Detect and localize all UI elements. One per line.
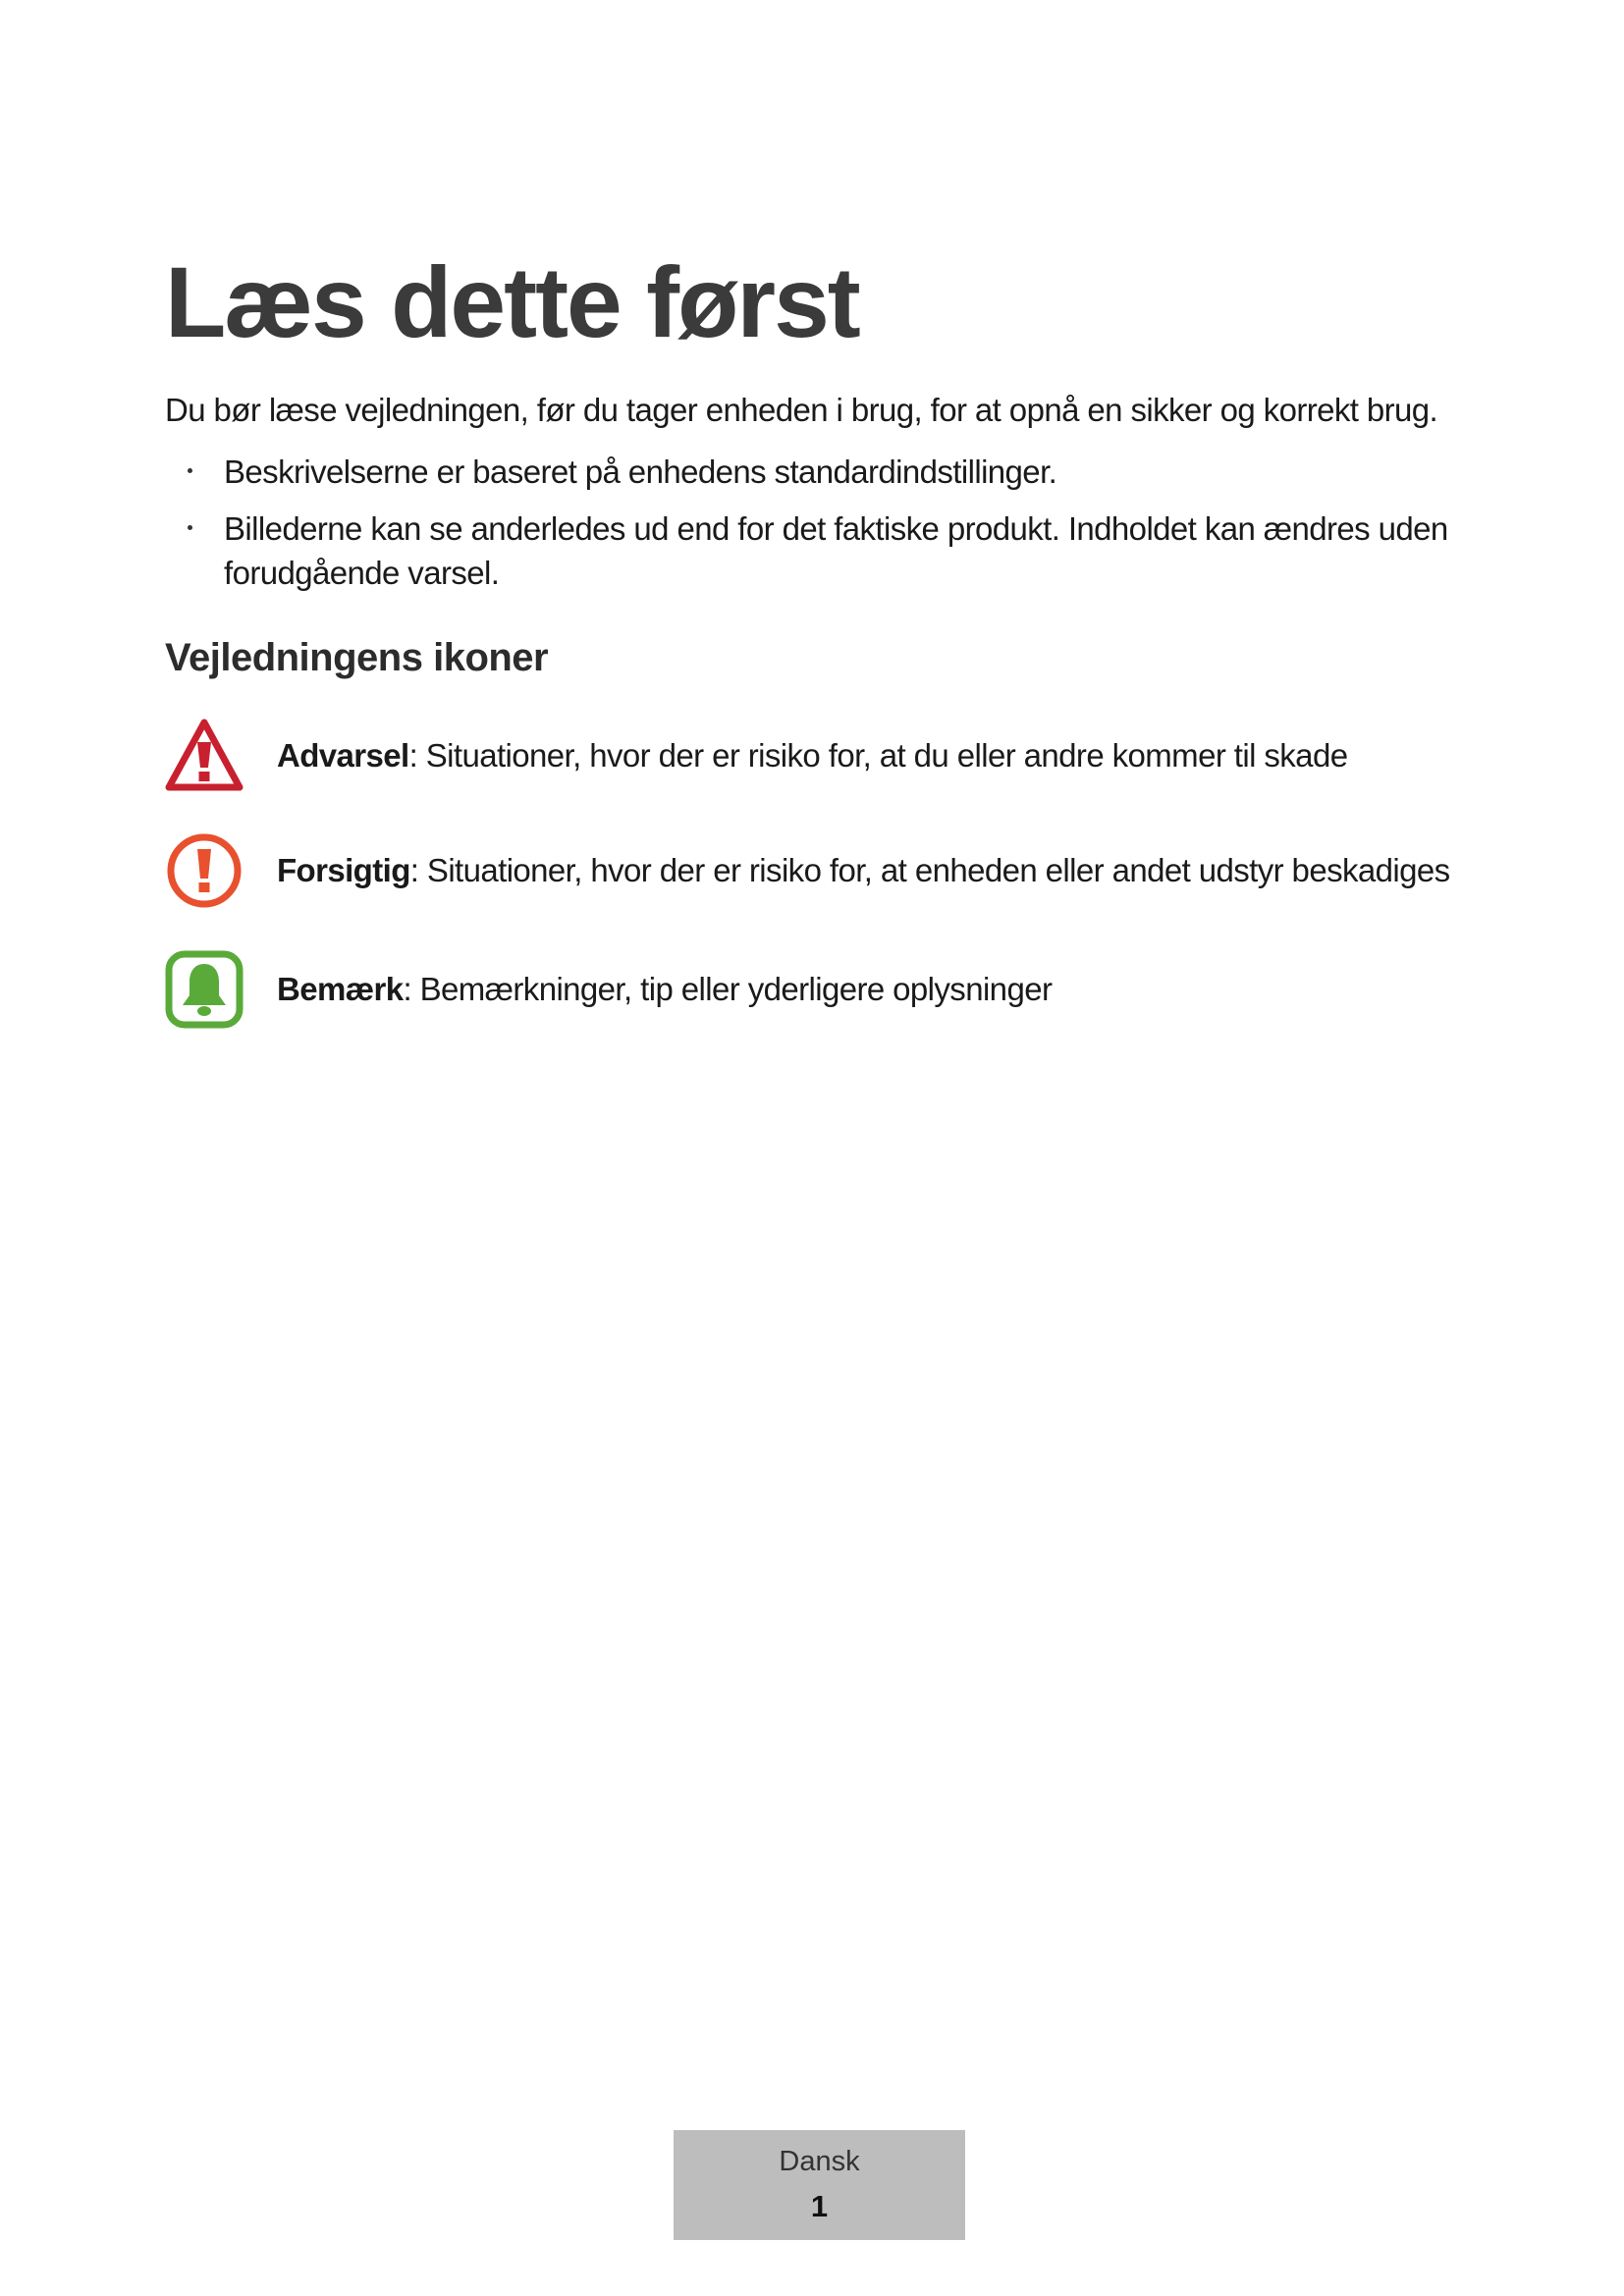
icon-legend-caution [165,831,1471,910]
caution-circle-icon [165,831,244,910]
caution-text: : Situationer, hvor der er risiko for, at enheden eller andet udstyr beskadiges [409,852,1450,888]
bullet-dot-icon [188,525,192,530]
section-heading-icons: Vejledningens ikoner [165,636,549,679]
bullet-text: Billederne kan se anderledes ud end for det faktiske produkt. Indholdet kan ændres uden forudgående varsel. [224,510,1448,591]
bullet-item [165,450,1471,494]
note-term: Bemærk [277,971,404,1007]
page-title: Læs dette først [165,246,859,358]
note-text: : Bemærkninger, tip eller yderligere oplysninger [403,971,1053,1007]
warning-triangle-icon [165,717,244,795]
warning-text: : Situationer, hvor der er risiko for, at du eller andre kommer til skade [408,737,1348,774]
icon-legend-warning [165,717,1471,795]
bullet-item [165,507,1471,595]
page-footer [674,2130,965,2240]
bullet-dot-icon [188,468,192,473]
note-description [277,968,1052,1011]
caution-term: Forsigtig [277,852,410,888]
note-bell-icon [165,950,244,1029]
caution-description [277,849,1450,892]
footer-language: Dansk [779,2146,860,2177]
bullet-text: Beskrivelserne er baseret på enhedens standardindstillinger. [224,454,1057,490]
warning-description [277,734,1347,777]
intro-paragraph: Du bør læse vejledningen, før du tager enheden i brug, for at opnå en sikker og korrekt brug. [165,392,1438,428]
bullet-list [165,450,1471,608]
icon-legend-note [165,950,1471,1029]
footer-page-number: 1 [810,2189,829,2223]
warning-term: Advarsel [277,737,409,774]
